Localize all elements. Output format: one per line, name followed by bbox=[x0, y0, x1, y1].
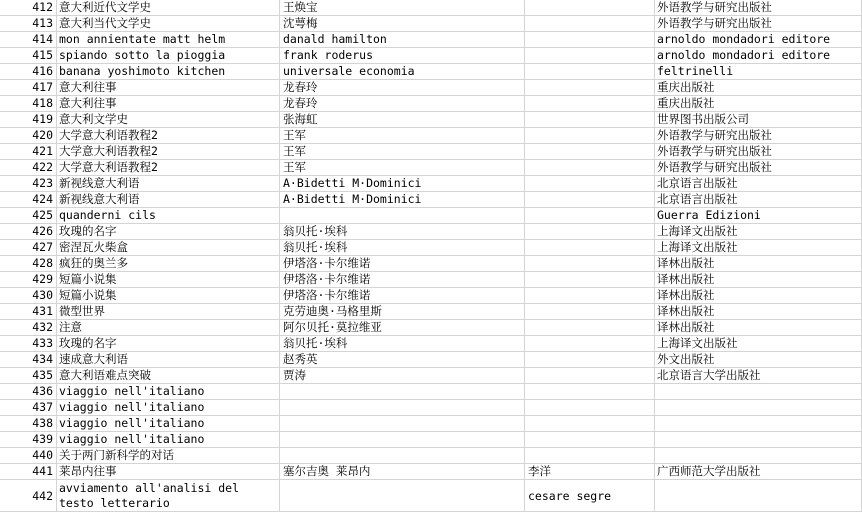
translator-cell[interactable] bbox=[525, 352, 655, 367]
author-cell[interactable]: 阿尔贝托·莫拉维亚 bbox=[280, 320, 525, 335]
translator-cell[interactable] bbox=[525, 0, 655, 15]
publisher-cell[interactable]: 上海译文出版社 bbox=[655, 240, 862, 255]
publisher-cell[interactable]: 北京语言出版社 bbox=[655, 176, 862, 191]
table-row bbox=[0, 160, 862, 176]
table-row bbox=[0, 0, 862, 16]
table-row bbox=[0, 64, 862, 80]
title-cell[interactable]: viaggio nell'italiano bbox=[57, 432, 280, 447]
publisher-cell[interactable]: 世界图书出版公司 bbox=[655, 112, 862, 127]
title-cell[interactable]: 密涅瓦火柴盒 bbox=[57, 240, 280, 255]
table-row bbox=[0, 448, 862, 464]
row-number[interactable]: 431 bbox=[0, 304, 57, 319]
row-number[interactable]: 440 bbox=[0, 448, 57, 463]
table-row bbox=[0, 48, 862, 64]
table-row bbox=[0, 432, 862, 448]
author-cell[interactable] bbox=[280, 384, 525, 399]
table-row bbox=[0, 144, 862, 160]
row-number[interactable]: 434 bbox=[0, 352, 57, 367]
table-row bbox=[0, 336, 862, 352]
row-number[interactable]: 425 bbox=[0, 208, 57, 223]
translator-cell[interactable] bbox=[525, 272, 655, 287]
table-row bbox=[0, 400, 862, 416]
table-row bbox=[0, 16, 862, 32]
author-cell[interactable]: 克劳迪奥·马格里斯 bbox=[280, 304, 525, 319]
publisher-cell[interactable]: arnoldo mondadori editore bbox=[655, 48, 862, 63]
publisher-cell[interactable]: 上海译文出版社 bbox=[655, 224, 862, 239]
title-cell[interactable]: viaggio nell'italiano bbox=[57, 400, 280, 415]
author-cell[interactable]: danald hamilton bbox=[280, 32, 525, 47]
translator-cell[interactable] bbox=[525, 48, 655, 63]
table-row bbox=[0, 368, 862, 384]
translator-cell[interactable] bbox=[525, 112, 655, 127]
publisher-cell[interactable] bbox=[655, 480, 862, 511]
publisher-cell[interactable] bbox=[655, 432, 862, 447]
translator-cell[interactable] bbox=[525, 416, 655, 431]
author-cell[interactable] bbox=[280, 448, 525, 463]
author-cell[interactable]: 伊塔洛·卡尔维诺 bbox=[280, 272, 525, 287]
publisher-cell[interactable]: 译林出版社 bbox=[655, 304, 862, 319]
publisher-cell[interactable] bbox=[655, 448, 862, 463]
publisher-cell[interactable]: 外语教学与研究出版社 bbox=[655, 144, 862, 159]
publisher-cell[interactable]: 译林出版社 bbox=[655, 288, 862, 303]
author-cell[interactable]: 伊塔洛·卡尔维诺 bbox=[280, 288, 525, 303]
author-cell[interactable]: 沈萼梅 bbox=[280, 16, 525, 31]
title-cell[interactable]: 玫瑰的名字 bbox=[57, 336, 280, 351]
translator-cell[interactable] bbox=[525, 320, 655, 335]
translator-cell[interactable] bbox=[525, 32, 655, 47]
row-number[interactable]: 435 bbox=[0, 368, 57, 383]
title-cell[interactable]: 短篇小说集 bbox=[57, 272, 280, 287]
row-number[interactable]: 413 bbox=[0, 16, 57, 31]
table-row bbox=[0, 320, 862, 336]
table-row bbox=[0, 416, 862, 432]
translator-cell[interactable] bbox=[525, 80, 655, 95]
author-cell[interactable]: 王军 bbox=[280, 144, 525, 159]
translator-cell[interactable] bbox=[525, 256, 655, 271]
row-number[interactable]: 422 bbox=[0, 160, 57, 175]
author-cell[interactable]: 赵秀英 bbox=[280, 352, 525, 367]
row-number[interactable]: 430 bbox=[0, 288, 57, 303]
author-cell[interactable]: universale economia bbox=[280, 64, 525, 79]
row-number[interactable]: 421 bbox=[0, 144, 57, 159]
title-cell[interactable]: 速成意大利语 bbox=[57, 352, 280, 367]
table-row bbox=[0, 464, 862, 480]
author-cell[interactable]: 王焕宝 bbox=[280, 0, 525, 15]
title-cell[interactable]: avviamento all'analisi del testo letterario bbox=[57, 480, 280, 511]
author-cell[interactable] bbox=[280, 208, 525, 223]
title-cell[interactable]: quanderni cils bbox=[57, 208, 280, 223]
translator-cell[interactable] bbox=[525, 128, 655, 143]
row-number[interactable]: 412 bbox=[0, 0, 57, 15]
row-number[interactable]: 442 bbox=[0, 480, 57, 511]
row-number[interactable]: 433 bbox=[0, 336, 57, 351]
publisher-cell[interactable]: 重庆出版社 bbox=[655, 80, 862, 95]
title-cell[interactable]: 意大利当代文学史 bbox=[57, 16, 280, 31]
author-cell[interactable]: 贾涛 bbox=[280, 368, 525, 383]
translator-cell[interactable]: cesare segre bbox=[525, 480, 655, 511]
translator-cell[interactable] bbox=[525, 240, 655, 255]
author-cell[interactable]: 王军 bbox=[280, 160, 525, 175]
title-cell[interactable]: 意大利近代文学史 bbox=[57, 0, 280, 15]
publisher-cell[interactable] bbox=[655, 384, 862, 399]
author-cell[interactable]: 塞尔吉奥 莱昂内 bbox=[280, 464, 525, 479]
translator-cell[interactable] bbox=[525, 336, 655, 351]
title-cell[interactable]: 关于两门新科学的对话 bbox=[57, 448, 280, 463]
title-cell[interactable]: 意大利往事 bbox=[57, 80, 280, 95]
author-cell[interactable]: 张海虹 bbox=[280, 112, 525, 127]
row-number[interactable]: 414 bbox=[0, 32, 57, 47]
translator-cell[interactable] bbox=[525, 432, 655, 447]
row-number[interactable]: 424 bbox=[0, 192, 57, 207]
publisher-cell[interactable] bbox=[655, 400, 862, 415]
row-number[interactable]: 420 bbox=[0, 128, 57, 143]
author-cell[interactable]: A·Bidetti M·Dominici bbox=[280, 176, 525, 191]
table-row bbox=[0, 112, 862, 128]
title-cell[interactable]: 新视线意大利语 bbox=[57, 192, 280, 207]
publisher-cell[interactable]: 北京语言出版社 bbox=[655, 192, 862, 207]
publisher-cell[interactable]: 译林出版社 bbox=[655, 256, 862, 271]
table-row bbox=[0, 304, 862, 320]
row-number[interactable]: 423 bbox=[0, 176, 57, 191]
title-cell[interactable]: viaggio nell'italiano bbox=[57, 416, 280, 431]
translator-cell[interactable]: 李洋 bbox=[525, 464, 655, 479]
table-row bbox=[0, 224, 862, 240]
author-cell[interactable]: 翁贝托·埃科 bbox=[280, 240, 525, 255]
table-row bbox=[0, 32, 862, 48]
publisher-cell[interactable]: 上海译文出版社 bbox=[655, 336, 862, 351]
publisher-cell[interactable] bbox=[655, 416, 862, 431]
title-cell[interactable]: 玫瑰的名字 bbox=[57, 224, 280, 239]
translator-cell[interactable] bbox=[525, 96, 655, 111]
table-row bbox=[0, 96, 862, 112]
title-cell[interactable]: 大学意大利语教程2 bbox=[57, 128, 280, 143]
translator-cell[interactable] bbox=[525, 64, 655, 79]
title-cell[interactable]: 新视线意大利语 bbox=[57, 176, 280, 191]
translator-cell[interactable] bbox=[525, 176, 655, 191]
table-row bbox=[0, 208, 862, 224]
title-cell[interactable]: spiando sotto la pioggia bbox=[57, 48, 280, 63]
author-cell[interactable]: 翁贝托·埃科 bbox=[280, 336, 525, 351]
author-cell[interactable]: 龙春玲 bbox=[280, 80, 525, 95]
title-cell[interactable]: 莱昂内往事 bbox=[57, 464, 280, 479]
row-number[interactable]: 438 bbox=[0, 416, 57, 431]
row-number[interactable]: 418 bbox=[0, 96, 57, 111]
author-cell[interactable] bbox=[280, 432, 525, 447]
translator-cell[interactable] bbox=[525, 208, 655, 223]
publisher-cell[interactable]: Guerra Edizioni bbox=[655, 208, 862, 223]
table-row bbox=[0, 240, 862, 256]
author-cell[interactable]: A·Bidetti M·Dominici bbox=[280, 192, 525, 207]
table-row bbox=[0, 384, 862, 400]
row-number[interactable]: 432 bbox=[0, 320, 57, 335]
row-number[interactable]: 427 bbox=[0, 240, 57, 255]
row-number[interactable]: 417 bbox=[0, 80, 57, 95]
table-row bbox=[0, 80, 862, 96]
row-number[interactable]: 441 bbox=[0, 464, 57, 479]
publisher-cell[interactable]: feltrinelli bbox=[655, 64, 862, 79]
row-number[interactable]: 429 bbox=[0, 272, 57, 287]
author-cell[interactable] bbox=[280, 416, 525, 431]
table-row bbox=[0, 288, 862, 304]
title-cell[interactable]: mon annientate matt helm bbox=[57, 32, 280, 47]
publisher-cell[interactable]: 重庆出版社 bbox=[655, 96, 862, 111]
title-cell[interactable]: 注意 bbox=[57, 320, 280, 335]
publisher-cell[interactable]: 外语教学与研究出版社 bbox=[655, 128, 862, 143]
row-number[interactable]: 415 bbox=[0, 48, 57, 63]
publisher-cell[interactable]: arnoldo mondadori editore bbox=[655, 32, 862, 47]
author-cell[interactable] bbox=[280, 400, 525, 415]
translator-cell[interactable] bbox=[525, 368, 655, 383]
publisher-cell[interactable]: 外语教学与研究出版社 bbox=[655, 0, 862, 15]
row-number[interactable]: 437 bbox=[0, 400, 57, 415]
translator-cell[interactable] bbox=[525, 144, 655, 159]
publisher-cell[interactable]: 广西师范大学出版社 bbox=[655, 464, 862, 479]
table-row bbox=[0, 176, 862, 192]
publisher-cell[interactable]: 外语教学与研究出版社 bbox=[655, 16, 862, 31]
translator-cell[interactable] bbox=[525, 400, 655, 415]
translator-cell[interactable] bbox=[525, 16, 655, 31]
translator-cell[interactable] bbox=[525, 384, 655, 399]
table-row bbox=[0, 256, 862, 272]
row-number[interactable]: 439 bbox=[0, 432, 57, 447]
title-cell[interactable]: 疯狂的奥兰多 bbox=[57, 256, 280, 271]
author-cell[interactable]: frank roderus bbox=[280, 48, 525, 63]
publisher-cell[interactable]: 译林出版社 bbox=[655, 272, 862, 287]
publisher-cell[interactable]: 北京语言大学出版社 bbox=[655, 368, 862, 383]
author-cell[interactable]: 翁贝托·埃科 bbox=[280, 224, 525, 239]
title-cell[interactable]: 大学意大利语教程2 bbox=[57, 160, 280, 175]
translator-cell[interactable] bbox=[525, 448, 655, 463]
table-row bbox=[0, 352, 862, 368]
title-cell[interactable]: 意大利语难点突破 bbox=[57, 368, 280, 383]
publisher-cell[interactable]: 译林出版社 bbox=[655, 320, 862, 335]
table-row bbox=[0, 192, 862, 208]
title-cell[interactable]: 意大利文学史 bbox=[57, 112, 280, 127]
author-cell[interactable]: 龙春玲 bbox=[280, 96, 525, 111]
row-number[interactable]: 426 bbox=[0, 224, 57, 239]
author-cell[interactable]: 王军 bbox=[280, 128, 525, 143]
title-cell[interactable]: 微型世界 bbox=[57, 304, 280, 319]
table-row bbox=[0, 272, 862, 288]
translator-cell[interactable] bbox=[525, 304, 655, 319]
translator-cell[interactable] bbox=[525, 288, 655, 303]
table-row bbox=[0, 480, 862, 512]
table-row bbox=[0, 128, 862, 144]
title-cell[interactable]: banana yoshimoto kitchen bbox=[57, 64, 280, 79]
row-number[interactable]: 428 bbox=[0, 256, 57, 271]
translator-cell[interactable] bbox=[525, 224, 655, 239]
translator-cell[interactable] bbox=[525, 192, 655, 207]
row-number[interactable]: 419 bbox=[0, 112, 57, 127]
row-number[interactable]: 416 bbox=[0, 64, 57, 79]
publisher-cell[interactable]: 外文出版社 bbox=[655, 352, 862, 367]
title-cell[interactable]: 短篇小说集 bbox=[57, 288, 280, 303]
title-cell[interactable]: 意大利往事 bbox=[57, 96, 280, 111]
title-cell[interactable]: 大学意大利语教程2 bbox=[57, 144, 280, 159]
row-number[interactable]: 436 bbox=[0, 384, 57, 399]
title-cell[interactable]: viaggio nell'italiano bbox=[57, 384, 280, 399]
translator-cell[interactable] bbox=[525, 160, 655, 175]
publisher-cell[interactable]: 外语教学与研究出版社 bbox=[655, 160, 862, 175]
author-cell[interactable] bbox=[280, 480, 525, 511]
author-cell[interactable]: 伊塔洛·卡尔维诺 bbox=[280, 256, 525, 271]
